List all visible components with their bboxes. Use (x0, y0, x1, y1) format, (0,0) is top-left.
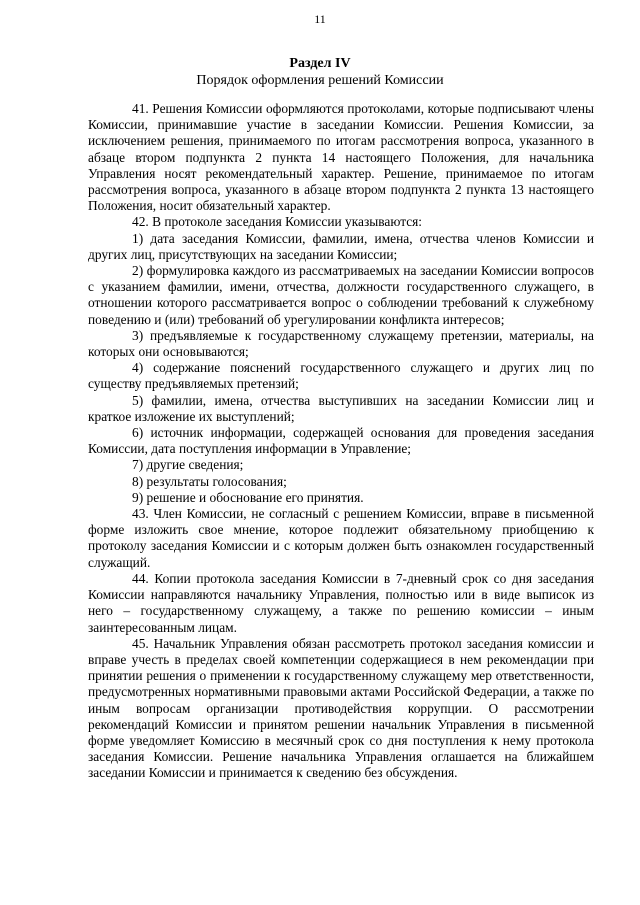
list-item-8: 8) результаты голосования; (132, 473, 287, 489)
list-item-7: 7) другие сведения; (132, 457, 244, 473)
section-title: Раздел IV (289, 56, 351, 71)
list-item-6: 6) источник информации, содержащей основания для проведения заседания Комиссии, дата поступления информации в Управление; (88, 425, 594, 457)
paragraph-43: 43. Член Комиссии, не согласный с решением Комиссии, вправе в письменной форме изложить свое мнение, которое подлежит обязательному приобщению к протоколу заседания Комиссии и с которым должен быть ознакомлен государственный служащий. (88, 506, 594, 570)
list-item-5: 5) фамилии, имена, отчества выступивших на заседании Комиссии лиц и краткое изложение их выступлений; (88, 392, 594, 424)
paragraph-45: 45. Начальник Управления обязан рассмотреть протокол заседания комиссии и вправе учесть в пределах своей компетенции содержащиеся в нем рекомендации при принятии решения о применении к государственному служащему мер ответственности, предусмотренных нормативными правовыми актами Российской Федерации, а также по иным вопросам организации противодействия коррупции. О рассмотрении рекомендаций Комиссии и принятом решении начальник Управления в письменной форме уведомляет Комиссию в месячный срок со дня поступления к нему протокола заседания Комиссии. Решение начальника Управления оглашается на ближайшем заседании Комиссии и принимается к сведению без обсуждения. (88, 635, 594, 781)
list-item-4: 4) содержание пояснений государственного служащего и других лиц по существу предъявляемых претензий; (88, 360, 594, 392)
paragraph-42: 42. В протоколе заседания Комиссии указываются: (132, 214, 423, 230)
list-item-2: 2) формулировка каждого из рассматриваемых на заседании Комиссии вопросов с указанием фамилии, имени, отчества, должности государственного служащего, в отношении которого рассматривается вопрос о соблюдении требований к служебному поведению и (или) требований об урегулировании конфликта интересов; (88, 263, 594, 327)
list-item-1: 1) дата заседания Комиссии, фамилии, имена, отчества членов Комиссии и других лиц, присутствующих на заседании Комиссии; (88, 230, 594, 262)
paragraph-44: 44. Копии протокола заседания Комиссии в 7-дневный срок со дня заседания Комиссии направляются начальнику Управления, полностью или в виде выписок из него – государственному служащему, а также по решению комиссии – иным заинтересованным лицам. (88, 570, 594, 635)
list-item-9: 9) решение и обоснование его принятия. (132, 489, 364, 505)
section-subtitle: Порядок оформления решений Комиссии (196, 73, 444, 88)
page-number: 11 (314, 12, 326, 26)
document-body (88, 101, 594, 782)
list-item-3: 3) предъявляемые к государственному служащему претензии, материалы, на которых они основываются; (88, 327, 594, 360)
paragraph-41: 41. Решения Комиссии оформляются протоколами, которые подписывают члены Комиссии, принимавшие участие в заседании Комиссии. Решения Комиссии, за исключением решения, принимаемого по итогам рассмотрения вопроса, указанного в абзаце втором подпункта 2 пункта 14 настоящего Положения, для начальника Управления носят рекомендательный характер. Решение, принимаемое по итогам рассмотрения вопроса, указанного в абзаце втором подпункта 2 пункта 13 настоящего Положения, носит обязательный характер. (88, 101, 594, 214)
